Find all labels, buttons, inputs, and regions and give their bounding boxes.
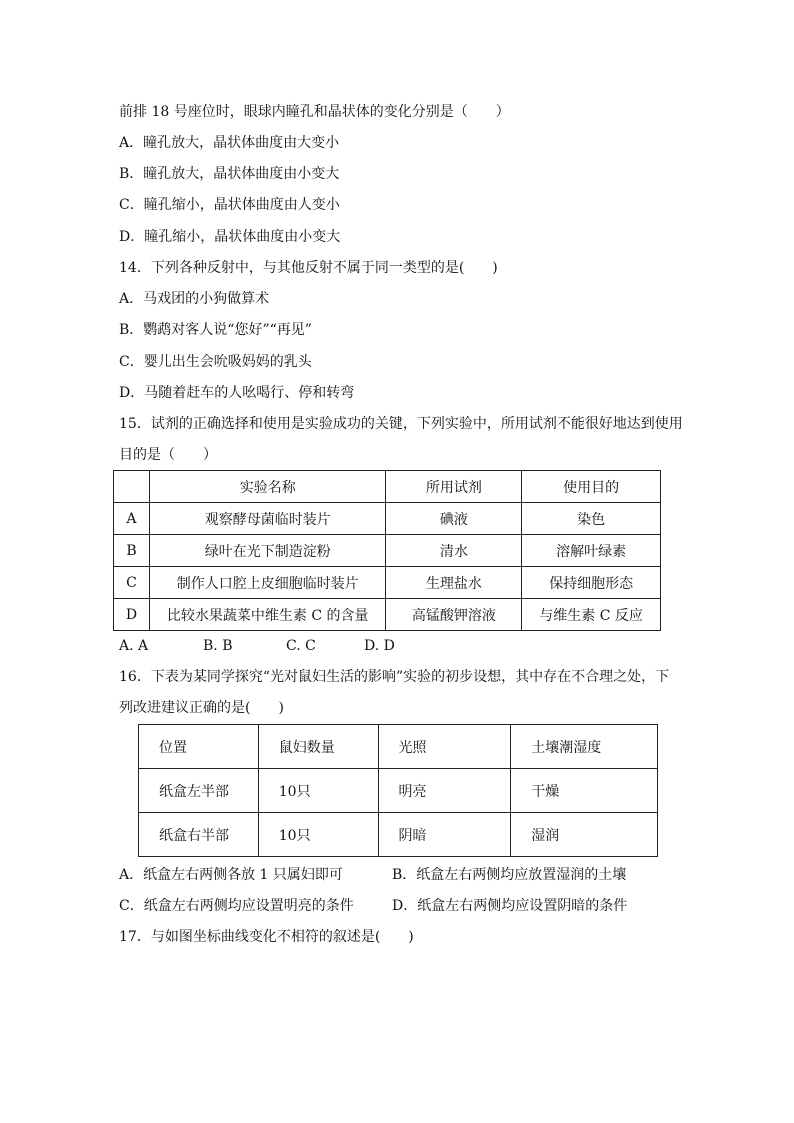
- q16-table: [138, 724, 658, 857]
- q15-answer-d: D. D: [364, 638, 395, 654]
- table-row: [114, 567, 661, 599]
- q15-cell: 比较水果蔬菜中维生素 C 的含量: [149, 599, 386, 631]
- q16-cell: 纸盒右半部: [139, 813, 259, 857]
- q15-cell: 观察酵母菌临时装片: [149, 503, 386, 535]
- q15-cell: 溶解叶绿素: [522, 535, 661, 567]
- q15-cell: A: [114, 503, 150, 535]
- table-row: [139, 813, 658, 857]
- q15-cell: B: [114, 535, 150, 567]
- q16-cell: 10只: [258, 769, 378, 813]
- q16-option-b: B．纸盒左右两侧均应放置湿润的土壤: [392, 867, 627, 883]
- q16-cell: 明亮: [378, 769, 511, 813]
- table-row: [139, 769, 658, 813]
- q16-header-cell: 位置: [139, 725, 259, 769]
- table-row: [114, 535, 661, 567]
- q14-option-d: D．马随着赶车的人吆喝行、停和转弯: [119, 385, 355, 401]
- q16-cell: 纸盒左半部: [139, 769, 259, 813]
- q15-cell: 碘液: [386, 503, 522, 535]
- q17-stem: 17．与如图坐标曲线变化不相符的叙述是( ): [119, 929, 414, 945]
- q16-header-cell: 土壤潮湿度: [511, 725, 658, 769]
- q14-option-a: A．马戏团的小狗做算术: [119, 291, 270, 307]
- q15-answer-a: A. A: [119, 638, 149, 654]
- q15-cell: 保持细胞形态: [522, 567, 661, 599]
- q15-header-cell: [114, 471, 150, 503]
- q15-header-cell: 使用目的: [522, 471, 661, 503]
- q16-cell: 湿润: [511, 813, 658, 857]
- q16-table-header-row: [139, 725, 658, 769]
- q14-stem: 14．下列各种反射中，与其他反射不属于同一类型的是( ): [119, 260, 498, 276]
- q16-cell: 阴暗: [378, 813, 511, 857]
- q13-option-d: D．瞳孔缩小，晶状体曲度由小变大: [119, 229, 341, 245]
- q13-option-a: A．瞳孔放大，晶状体曲度由大变小: [119, 135, 340, 151]
- q15-cell: 制作人口腔上皮细胞临时装片: [149, 567, 386, 599]
- q15-cell: C: [114, 567, 150, 599]
- q15-cell: 生理盐水: [386, 567, 522, 599]
- q14-option-b: B．鹦鹉对客人说“您好”“再见”: [119, 322, 312, 338]
- q16-cell: 干燥: [511, 769, 658, 813]
- q15-answer-b: B. B: [203, 638, 233, 654]
- table-row: [114, 599, 661, 631]
- q15-cell: 绿叶在光下制造淀粉: [149, 535, 386, 567]
- q16-option-a: A．纸盒左右两侧各放 1 只属妇即可: [119, 867, 343, 883]
- q15-table-header-row: [114, 471, 661, 503]
- q16-option-c: C．纸盒左右两侧均应设置明亮的条件: [119, 898, 354, 914]
- q16-header-cell: 光照: [378, 725, 511, 769]
- q15-stem-line2: 目的是（ ）: [119, 447, 217, 463]
- q15-table: [113, 470, 661, 631]
- q16-header-cell: 鼠妇数量: [258, 725, 378, 769]
- q14-option-c: C．婴儿出生会吮吸妈妈的乳头: [119, 354, 312, 370]
- q16-option-d: D．纸盒左右两侧均应设置阴暗的条件: [392, 898, 628, 914]
- q16-stem-line2: 列改进建议正确的是( ): [119, 700, 284, 716]
- q13-stem-tail: 前排 18 号座位时，眼球内瞳孔和晶状体的变化分别是（ ）: [119, 104, 510, 120]
- q13-option-b: B．瞳孔放大，晶状体曲度由小变大: [119, 166, 340, 182]
- table-row: [114, 503, 661, 535]
- q15-header-cell: 所用试剂: [386, 471, 522, 503]
- q15-answer-c: C. C: [286, 638, 316, 654]
- q15-cell: 高锰酸钾溶液: [386, 599, 522, 631]
- q15-stem-line1: 15．试剂的正确选择和使用是实验成功的关键，下列实验中，所用试剂不能很好地达到使用: [119, 416, 683, 432]
- q16-cell: 10只: [258, 813, 378, 857]
- q13-option-c: C．瞳孔缩小，晶状体曲度由人变小: [119, 197, 340, 213]
- q16-stem-line1: 16．下表为某同学探究“光对鼠妇生活的影响”实验的初步设想，其中存在不合理之处，下: [119, 669, 670, 685]
- q15-header-cell: 实验名称: [149, 471, 386, 503]
- q15-cell: 染色: [522, 503, 661, 535]
- q15-cell: D: [114, 599, 150, 631]
- q15-cell: 与维生素 C 反应: [522, 599, 661, 631]
- q15-cell: 清水: [386, 535, 522, 567]
